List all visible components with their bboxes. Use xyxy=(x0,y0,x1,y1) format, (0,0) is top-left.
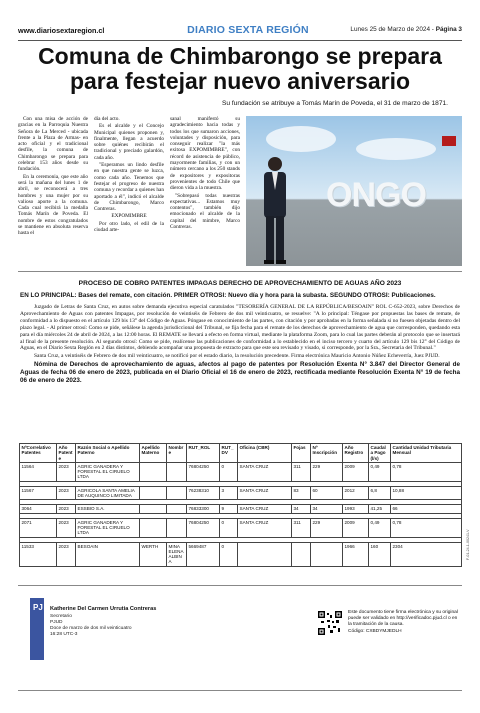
footer-divider xyxy=(18,690,462,691)
water-rights-table xyxy=(19,443,462,567)
paragraph: Es el alcalde y el Concejo Municipal quienes proponen y, finalmente, llegan a acuerdo sobre quiénes recibirán el tradicional y preciado galardón, cada año. xyxy=(94,123,164,161)
table-cell: SANTA CRUZ xyxy=(238,505,292,513)
section-heading: EXPOMIMBRE xyxy=(111,213,147,220)
table-cell: 2023 xyxy=(57,518,76,537)
table-cell: 11564 xyxy=(20,462,57,481)
paragraph: En la ceremonia, que este año será la mañana del lunes 1 de abril, se reconocerá a tres hombres y una mujer por su valioso aporte a la comuna. Cada cual recibirá la medalla Tomás Marín de Poveda. El nombre de estos congratulados se mantiene en absoluta reserva hasta el xyxy=(18,173,88,237)
table-cell: 3 xyxy=(220,486,238,500)
column-header: Oficina (CBR) xyxy=(238,444,292,463)
photo-sign: ONGO xyxy=(326,176,426,214)
table-cell: 2023 xyxy=(57,486,76,500)
table-cell: 34 xyxy=(311,505,343,513)
column-header: RUT_ROL xyxy=(187,444,220,463)
table-cell: AGRICOLA SANTA AMELIA DE AUQUINCO LIMITADA xyxy=(76,486,140,500)
table-cell: 2009 xyxy=(343,518,369,537)
paragraph: sanal manifestó su agradecimiento hacia todas y todos los que sumaron acciones, voluntades y disposición, para conseguir realizar "la más exitosa EXPOMIMBRE", con récord de asistencia de público, mayormente familias, y con un número cercano a los 250 stands de expositores y expositoras provenientes de todo Chile que dieron vida a la muestra. xyxy=(170,116,240,192)
table-cell: 0,78 xyxy=(391,518,462,537)
table-cell: 83 xyxy=(292,486,311,500)
photo-cloud xyxy=(356,138,436,160)
qr-code-icon xyxy=(318,611,342,635)
table-cell: BESOAIN xyxy=(76,542,140,566)
table-cell xyxy=(292,542,311,566)
column-header: Cantidad Unidad Tributaria Mensual xyxy=(391,444,462,463)
table-cell: 66 xyxy=(391,505,462,513)
table-cell: 311 xyxy=(292,462,311,481)
table-cell: 0 xyxy=(220,462,238,481)
notice-title: PROCESO DE COBRO PATENTES IMPAGAS DERECHO DE APROVECHAMIENTO DE AGUAS AÑO 2023 xyxy=(78,280,402,287)
table-cell: 2023 xyxy=(57,505,76,513)
column-header: Año Registro xyxy=(343,444,369,463)
table-cell: WERTH xyxy=(140,542,167,566)
table-cell xyxy=(167,486,187,500)
table-cell: 34 xyxy=(292,505,311,513)
article-column-3 xyxy=(170,116,240,231)
photo-cloud xyxy=(266,126,336,152)
pjud-seal-icon xyxy=(30,598,44,660)
table-cell: 1993 xyxy=(343,505,369,513)
table-cell: 2071 xyxy=(20,518,57,537)
table-cell: 1966 xyxy=(343,542,369,566)
table-cell: 2023 xyxy=(57,462,76,481)
verification-note: Este documento tiene firma electrónica y su original puede ser validado en http://verificadoc.pjud.cl o en la tramitación de la causa. xyxy=(348,610,458,627)
column-header: Año Patente xyxy=(57,444,76,463)
paragraph: "Sobrepasó todas nuestras expectativas... Estamos muy contentos", también dijo emocionado el alcalde de la capital del mimbre, Marco Contreras. xyxy=(170,192,240,231)
column-header: Nº Inscripción xyxy=(311,444,343,463)
column-header: Fojas xyxy=(292,444,311,463)
paragraph: día del acto. xyxy=(94,116,120,122)
table-cell: AGRIC GANADERA Y FORESTAL EL CIRUELO LTDA xyxy=(76,518,140,537)
table-cell: 11567 xyxy=(20,486,57,500)
column-header: NºCorrelativo Patentes xyxy=(20,444,57,463)
table-cell: 76804250 xyxy=(187,462,220,481)
table-cell: 3064 xyxy=(20,505,57,513)
section-divider xyxy=(18,585,462,586)
table-cell: 2023 xyxy=(57,542,76,566)
page-number: Página 3 xyxy=(435,26,462,33)
column-header: Caudal a Pago (l/s) xyxy=(369,444,391,463)
table-cell: 0,49 xyxy=(369,518,391,537)
article-headline: Comuna de Chimbarongo se prepara para festejar nuevo aniversario xyxy=(38,43,442,94)
table-cell xyxy=(238,542,292,566)
table-row xyxy=(20,518,462,537)
sign-date: Doce de marzo de dos mil veinticuatro xyxy=(50,626,132,631)
table-cell: 2012 xyxy=(343,486,369,500)
table-cell xyxy=(140,462,167,481)
table-cell: 229 xyxy=(311,462,343,481)
table-row xyxy=(20,486,462,500)
column-header: RUT_DV xyxy=(220,444,238,463)
article-subhead: Su fundación se atribuye a Tomás Marín de Poveda, el 31 de marzo de 1871. xyxy=(221,100,448,107)
table-cell: 10,88 xyxy=(391,486,462,500)
site-url[interactable]: www.diariosextaregion.cl xyxy=(18,26,105,35)
signer-org: PJUD xyxy=(50,620,63,625)
notice-paragraph: Juzgado de Letras de Santa Cruz, en autos sobre demanda ejecutiva especial caratulados "TESORERÍA GENERAL DE LA REPÚBLICA/BESOAIN" ROL C-652-2023, sobre Derechos de Aprovechamiento de Aguas con patentes Impagas, por resolución de veintiséis de Febrero de dos mil veinticuatro, se resuelve: "A lo principal: Téngase por propuestas las bases de remate, de conformidad a lo dispuesto en el artículo 129 bis 13° del Código de Aguas. Póngase en conocimiento de las partes, con citación y por aprobadas en la forma señalada si no fuesen objetadas dentro del plazo legal. - Al primer otrosí: Como se pide, señálese la agenda jurisdiccional del Tribunal, se fija fecha para el remate de los derechos de aprovechamiento de agua que corresponden, quedando esta para el día miércoles 24 de abril de 2024, a las 12:00 horas. El REMATE se llevará a efecto en forma virtual, mediante la plataforma Zoom, para lo cual las partes deberán al protocolo que se insertará al final de la presente resolución. Al segundo otrosí: Como se pide, realícense las publicaciones de conformidad a lo establecido en el inciso tercero y cuarto del artículo 129 bis 12° del Código de Aguas, en el Diario Sexta Región en 2 días distintos, debiendo acompañar una propuesta de extracto para que este sea revisado y visado, si corresponde, por la Sra., Secretaria del Tribunal." xyxy=(20,304,460,352)
paragraph: Por otro lado, el edil de la ciudad arte- xyxy=(94,220,164,234)
table-cell: ESSBIO S.A. xyxy=(76,505,140,513)
table-cell: 0 xyxy=(220,518,238,537)
table-cell: SANTA CRUZ xyxy=(238,486,292,500)
table-row xyxy=(20,542,462,566)
table-cell: 9 xyxy=(220,505,238,513)
flag-icon xyxy=(442,136,456,146)
table-cell: 2009 xyxy=(343,462,369,481)
table-body xyxy=(20,462,462,566)
table-cell: 11533 xyxy=(20,542,57,566)
table-cell xyxy=(167,505,187,513)
table-cell xyxy=(311,542,343,566)
table-cell: SANTA CRUZ xyxy=(238,518,292,537)
table-cell: 0,78 xyxy=(391,462,462,481)
verification-text xyxy=(348,610,462,635)
section-divider xyxy=(18,271,462,272)
notice-paragraph: Santa Cruz, a veintiséis de Febrero de dos mil veinticuatro, se notificó por el estado diario, la resolución precedente. Firma electrónica Mauricio Antonio Núñez Echeverría, Juez PJUD. xyxy=(34,353,440,360)
sign-time: 16:28 UTC-3 xyxy=(50,632,78,637)
table-cell: SANTA CRUZ xyxy=(238,462,292,481)
table-header-row xyxy=(20,444,462,463)
paragraph: Con una misa de acción de gracias en la Parroquia Nuestra Señora de La Merced - ubicada frente a la Plaza de Armas- en acto oficial y el tradicional desfile, la comuna de Chimbarongo se prepara para celebrar 153 años desde su fundación. xyxy=(18,116,88,173)
table-cell: 0,49 xyxy=(369,462,391,481)
table-cell: 6,8 xyxy=(369,486,391,500)
table-row xyxy=(20,505,462,513)
seal-text: PJ xyxy=(33,603,43,612)
header-divider xyxy=(18,40,462,41)
table-row xyxy=(20,462,462,481)
table-cell: 76804250 xyxy=(187,518,220,537)
table-cell: 160 xyxy=(369,542,391,566)
issue-date xyxy=(350,26,462,33)
paragraph: "Esperamos un lindo desfile en que nuestra gente se luzca, como cada año. Tenemos que festejar el progreso de nuestra comuna y recordar a quienes han aportado a él", indicó el alcalde de Chimbarongo, Marco Contreras. xyxy=(94,162,164,213)
signer-role: Secretario xyxy=(50,614,72,619)
verification-code: Código: CXBDYMJEDLH xyxy=(348,629,402,635)
table-cell: 41,25 xyxy=(369,505,391,513)
mayor-figure-icon xyxy=(258,152,292,266)
column-header: Razón Social o Apellido Paterno xyxy=(76,444,140,463)
table-cell xyxy=(167,518,187,537)
table-cell: MINA ELENA ALBINA xyxy=(167,542,187,566)
table-cell xyxy=(140,505,167,513)
table-cell: 2304 xyxy=(391,542,462,566)
column-header: Nombre xyxy=(167,444,187,463)
newspaper-brand: DIARIO SEXTA REGIÓN xyxy=(187,24,309,36)
signer-name: Katherine Del Carmen Urrutia Contreras xyxy=(50,606,157,612)
column-header: Apellido Materno xyxy=(140,444,167,463)
table-cell xyxy=(140,486,167,500)
table-cell: 5669487 xyxy=(187,542,220,566)
table-cell: 76238310 xyxy=(187,486,220,500)
issue-date-text: Lunes 25 de Marzo de 2024 - xyxy=(350,26,434,33)
article-photo xyxy=(246,116,462,266)
table-cell: 76833300 xyxy=(187,505,220,513)
table-cell xyxy=(167,462,187,481)
table-cell: 60 xyxy=(311,486,343,500)
legal-notice xyxy=(20,280,460,389)
table-cell: AGRIC GANADERA Y FORESTAL EL CIRUELO LTDA xyxy=(76,462,140,481)
table-cell: 0 xyxy=(220,542,238,566)
side-document-code: F-01-24-1-00241-V xyxy=(466,529,470,560)
table-cell: 229 xyxy=(311,518,343,537)
article-column-1 xyxy=(18,116,88,238)
article-column-2 xyxy=(94,116,164,234)
table-cell xyxy=(140,518,167,537)
signature-block xyxy=(26,598,226,662)
notice-paragraph-bold: Nómina de Derechos de aprovechamiento de aguas, afectos al pago de patentes por Resolución Exenta N° 3.847 del Director General de Aguas de fecha 06 de enero de 2023, publicada en el Diario Oficial el 16 de enero de 2023, rectificada mediante Resolución Exenta N° 19 de fecha 06 de enero de 2023. xyxy=(20,361,460,385)
notice-principal: EN LO PRINCIPAL: Bases del remate, con citación. PRIMER OTROSI: Nuevo día y hora para la subasta. SEGUNDO OTROSI: Publicaciones. xyxy=(20,292,436,299)
table-cell: 311 xyxy=(292,518,311,537)
